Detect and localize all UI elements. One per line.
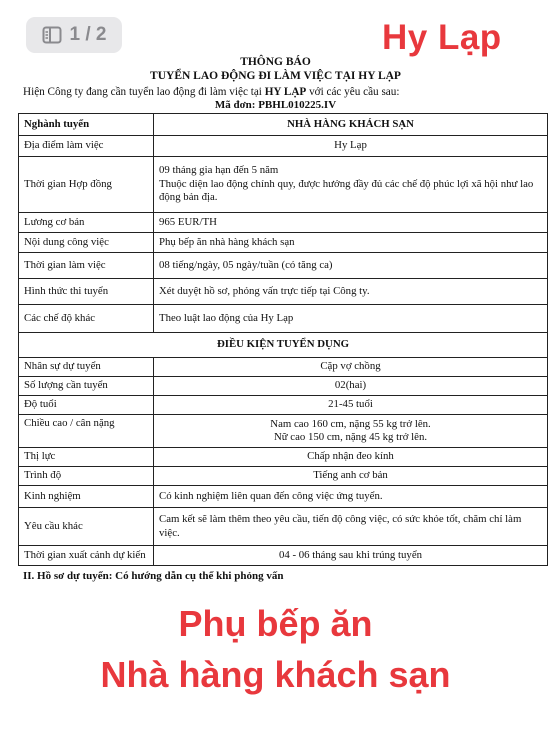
row-label: Chiều cao / cân nặng: [19, 415, 154, 448]
row-value: [154, 415, 548, 448]
row-value: [154, 157, 548, 213]
header-label: Nghành tuyển: [19, 114, 154, 136]
row-value: Theo luật lao động của Hy Lạp: [154, 305, 548, 333]
table-row: [19, 415, 548, 448]
row-value: Xét duyệt hồ sơ, phỏng vấn trực tiếp tại Công ty.: [154, 279, 548, 305]
row-value: Cam kết sẽ làm thêm theo yêu cầu, tiến độ công việc, có sức khỏe tốt, chăm chỉ làm việc.: [154, 508, 548, 546]
order-code: Mã đơn: PBHL010225.IV: [214, 99, 337, 111]
document-title-line2: TUYỂN LAO ĐỘNG ĐI LÀM VIỆC TẠI HY LẠP: [150, 70, 401, 82]
row-label: Lương cơ bản: [19, 213, 154, 233]
table-row: [19, 546, 548, 566]
row-value-line2: Nữ cao 150 cm, nặng 45 kg trở lên.: [273, 431, 428, 443]
table-row: [19, 448, 548, 467]
overlay-title: Hy Lạp: [382, 18, 502, 57]
table-row: [19, 253, 548, 279]
table-row: [19, 358, 548, 377]
table-row: [19, 157, 548, 213]
row-value: Cặp vợ chồng: [154, 358, 548, 377]
row-value-line1: Nam cao 160 cm, nặng 55 kg trở lên.: [270, 417, 431, 430]
row-label: Địa điểm làm việc: [19, 136, 154, 157]
row-value: Chấp nhận đeo kính: [154, 448, 548, 467]
caption-line1: Phụ bếp ăn: [178, 603, 373, 644]
table-row: [19, 136, 548, 157]
row-value: 08 tiếng/ngày, 05 ngày/tuần (có tăng ca): [154, 253, 548, 279]
row-value: Có kinh nghiệm liên quan đến công việc ứng tuyển.: [154, 486, 548, 508]
table-header-row: [19, 114, 548, 136]
row-label: Hình thức thi tuyển: [19, 279, 154, 305]
row-label: Các chế độ khác: [19, 305, 154, 333]
table-row: [19, 467, 548, 486]
job-details-table: [18, 113, 548, 566]
row-label: Kinh nghiệm: [19, 486, 154, 508]
table-row: [19, 213, 548, 233]
row-label: Thời gian làm việc: [19, 253, 154, 279]
row-label: Nhân sự dự tuyển: [19, 358, 154, 377]
document-title-line1: THÔNG BÁO: [240, 56, 311, 68]
row-value: Hy Lạp: [154, 136, 548, 157]
table-row: [19, 233, 548, 253]
row-value: Tiếng anh cơ bản: [154, 467, 548, 486]
header-value: NHÀ HÀNG KHÁCH SẠN: [154, 114, 548, 136]
table-row: [19, 486, 548, 508]
table-row: [19, 508, 548, 546]
table-row: [19, 279, 548, 305]
caption-line2: Nhà hàng khách sạn: [100, 654, 451, 695]
application-note: II. Hồ sơ dự tuyển: Có hướng dẫn cụ thể khi phỏng vấn: [23, 570, 284, 582]
intro-text: [23, 86, 399, 98]
row-value: 04 - 06 tháng sau khi trúng tuyển: [154, 546, 548, 566]
page-thumbnail-icon: [42, 26, 62, 44]
row-label: Số lượng cần tuyển: [19, 377, 154, 396]
row-value: 02(hai): [154, 377, 548, 396]
document-title: [0, 55, 551, 83]
page-indicator-text: 1 / 2: [69, 24, 107, 45]
intro-suffix: với các yêu cầu sau:: [306, 86, 400, 98]
row-value: 21-45 tuổi: [154, 396, 548, 415]
row-label: Trình độ: [19, 467, 154, 486]
row-label: Yêu cầu khác: [19, 508, 154, 546]
section-header: ĐIỀU KIỆN TUYỂN DỤNG: [19, 333, 548, 358]
row-value-line2: Thuộc diện lao động chính quy, được hưởng đầy đủ các chế độ phúc lợi xã hội như lao động bản địa.: [159, 177, 534, 204]
intro-country: HY LẠP: [264, 86, 307, 98]
page-indicator-badge[interactable]: [26, 17, 122, 53]
intro-prefix: Hiện Công ty đang cần tuyển lao động đi làm việc tại: [23, 86, 265, 98]
row-label: Thời gian Hợp đồng: [19, 157, 154, 213]
row-label: Thị lực: [19, 448, 154, 467]
row-label: Nội dung công việc: [19, 233, 154, 253]
row-label: Độ tuổi: [19, 396, 154, 415]
row-value: Phụ bếp ăn nhà hàng khách sạn: [154, 233, 548, 253]
table-row: [19, 396, 548, 415]
table-row: [19, 377, 548, 396]
section-header-row: [19, 333, 548, 358]
row-label: Thời gian xuất cảnh dự kiến: [19, 546, 154, 566]
table-row: [19, 305, 548, 333]
row-value: 965 EUR/TH: [154, 213, 548, 233]
row-value-line1: 09 tháng gia hạn đến 5 năm: [159, 164, 279, 177]
